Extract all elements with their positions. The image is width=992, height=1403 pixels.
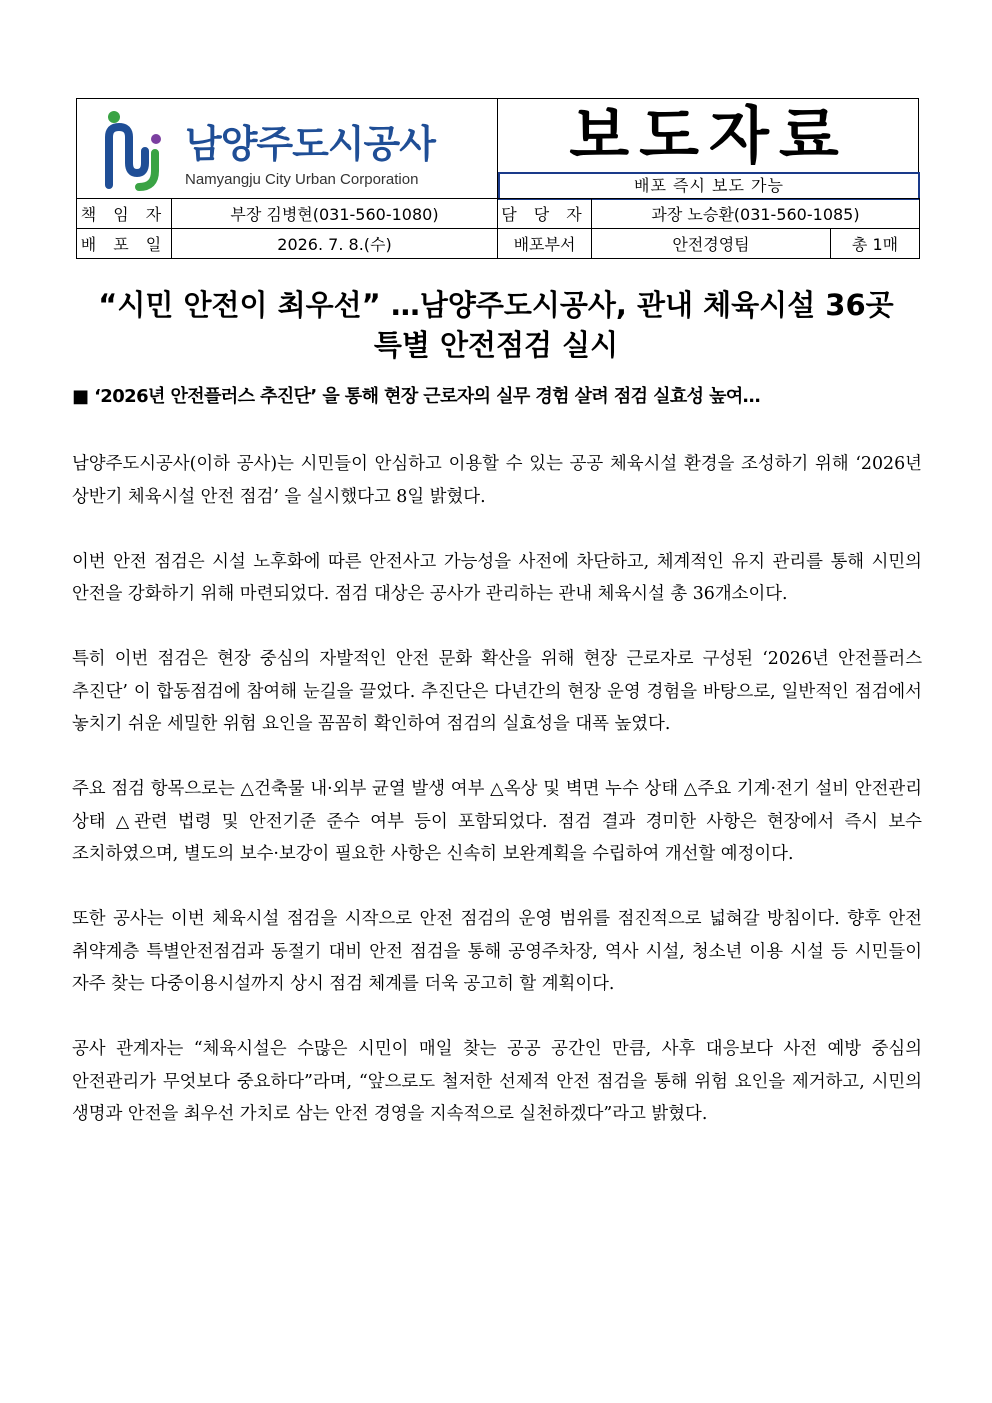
contact-value: 과장 노승환(031-560-1085)	[592, 199, 920, 229]
paragraph: 특히 이번 점검은 현장 중심의 자발적인 안전 문화 확산을 위해 현장 근로자로 구성된 ‘2026년 안전플러스 추진단’ 이 합동점검에 참여해 눈길을 끌었다. 추진단은 다년간의 현장 운영 경험을 바탕으로, 일반적인 점검에서 놓치기 쉬운 세밀한 위험 요인을 꼼꼼히 확인하여 점검의 실효성을 대폭 높였다.	[72, 649, 922, 734]
paragraph: 공사 관계자는 “체육시설은 수많은 시민이 매일 찾는 공공 공간인 만큼, 사후 대응보다 사전 예방 중심의 안전관리가 무엇보다 중요하다”라며, “앞으로도 철저한 선제적 안전 점검을 통해 위험 요인을 제거하고, 시민의 생명과 안전을 최우선 가치로 삼는 안전 경영을 지속적으로 실천하겠다”라고 밝혔다.	[72, 1039, 922, 1124]
responsible-label: 책 임 자	[77, 199, 172, 229]
article-body	[72, 448, 922, 1163]
dept-label: 배포부서	[498, 229, 592, 259]
headline-line-2: 특별 안전점검 실시	[373, 328, 619, 362]
paragraph: 주요 점검 항목으로는 △건축물 내·외부 균열 발생 여부 △옥상 및 벽면 누수 상태 △주요 기계·전기 설비 안전관리 상태 △관련 법령 및 안전기준 준수 여부 등이 포함되었다. 점검 결과 경미한 사항은 현장에서 즉시 보수 조치하였으며, 별도의 보수·보강이 필요한 사항은 신속히 보완계획을 수립하여 개선할 예정이다.	[72, 779, 922, 864]
subheadline: ■ ‘2026년 안전플러스 추진단’ 을 통해 현장 근로자의 실무 경험 살려 점검 실효성 높여…	[72, 386, 761, 407]
info-table	[76, 198, 920, 259]
org-name-ko: 남양주도시공사	[185, 122, 435, 166]
info-row-date	[77, 229, 920, 259]
header-top-row	[76, 98, 919, 199]
info-row-responsible	[77, 199, 920, 229]
logo-cell	[77, 99, 498, 200]
responsible-value: 부장 김병현(031-560-1080)	[172, 199, 498, 229]
namyangju-logo-icon	[105, 107, 169, 191]
org-name-en: Namyangju City Urban Corporation	[185, 171, 419, 188]
headline-line-1: “시민 안전이 최우선” …남양주도시공사, 관내 체육시설 36곳	[98, 288, 894, 322]
press-header	[76, 98, 919, 260]
press-release-title: 보도자료	[569, 99, 849, 172]
paragraph: 이번 안전 점검은 시설 노후화에 따른 안전사고 가능성을 사전에 차단하고, 체계적인 유지 관리를 통해 시민의 안전을 강화하기 위해 마련되었다. 점검 대상은 공사가 관리하는 관내 체육시설 총 36개소이다.	[72, 551, 922, 604]
paragraph: 남양주도시공사(이하 공사)는 시민들이 안심하고 이용할 수 있는 공공 체육시설 환경을 조성하기 위해 ‘2026년 상반기 체육시설 안전 점검’ 을 실시했다고 8일 밝혔다.	[72, 454, 922, 507]
contact-label: 담 당 자	[498, 199, 592, 229]
pages-value: 총 1매	[831, 229, 920, 259]
release-notice: 배포 즉시 보도 가능	[498, 172, 920, 200]
date-label: 배 포 일	[77, 229, 172, 259]
date-value: 2026. 7. 8.(수)	[172, 229, 498, 259]
paragraph: 또한 공사는 이번 체육시설 점검을 시작으로 안전 점검의 운영 범위를 점진적으로 넓혀갈 방침이다. 향후 안전 취약계층 특별안전점검과 동절기 대비 안전 점검을 통해 공영주차장, 역사 시설, 청소년 이용 시설 등 시민들이 자주 찾는 다중이용시설까지 상시 점검 체계를 더욱 공고히 할 계획이다.	[72, 909, 922, 994]
headline	[40, 285, 952, 365]
dept-value: 안전경영팀	[592, 229, 831, 259]
